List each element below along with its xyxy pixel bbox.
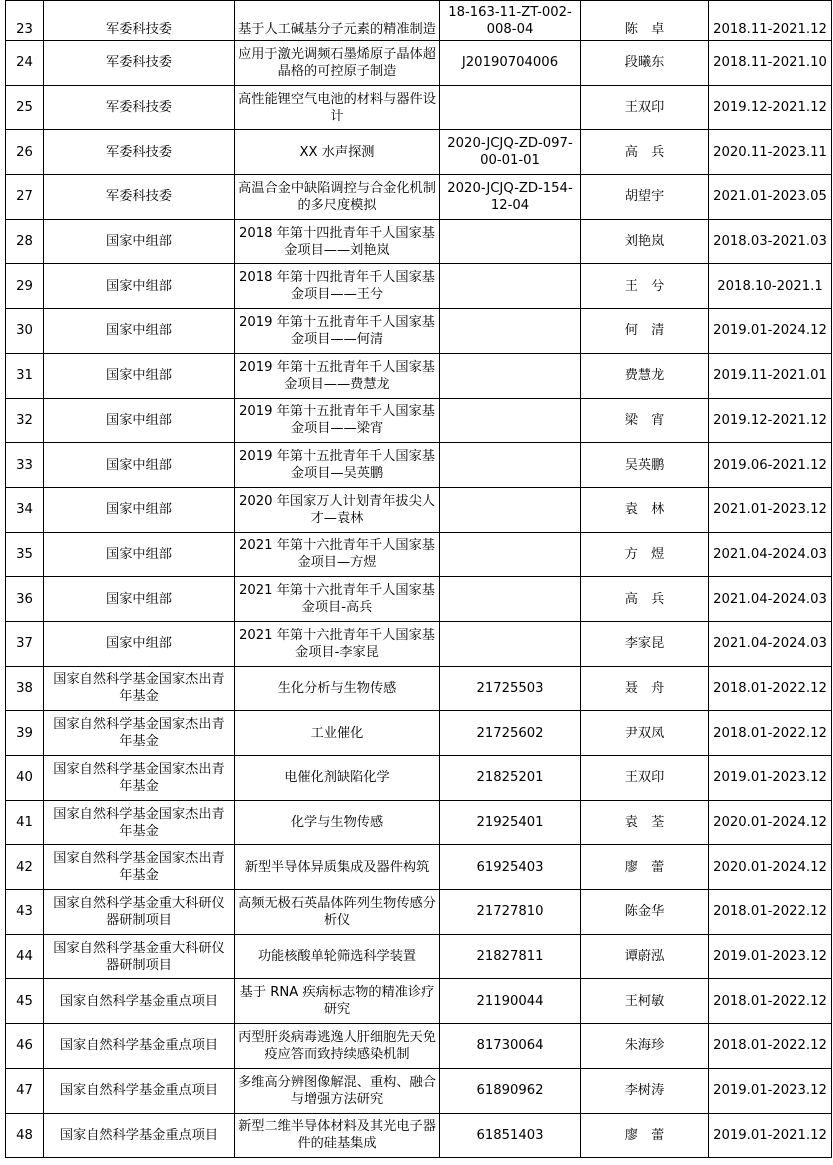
funding-source: 国家中组部 [44, 353, 235, 398]
project-period: 2020.01-2024.12 [709, 800, 832, 845]
project-name: 化学与生物传感 [235, 800, 440, 845]
table-row [6, 979, 832, 1024]
funding-source: 国家自然科学基金国家杰出青年基金 [44, 711, 235, 756]
project-name: 基于人工碱基分子元素的精准制造 [235, 1, 440, 41]
project-code [440, 621, 581, 666]
project-period: 2021.01-2023.12 [709, 487, 832, 532]
principal-investigator: 王双印 [581, 85, 709, 130]
principal-investigator: 高 兵 [581, 577, 709, 622]
principal-investigator: 聂 舟 [581, 666, 709, 711]
project-code [440, 219, 581, 264]
funding-source: 国家中组部 [44, 487, 235, 532]
project-period: 2021.04-2024.03 [709, 621, 832, 666]
row-number: 24 [6, 41, 44, 86]
funding-source: 国家自然科学基金国家杰出青年基金 [44, 800, 235, 845]
table-row [6, 1068, 832, 1113]
table-row [6, 85, 832, 130]
project-code: 21825201 [440, 756, 581, 801]
project-period: 2019.01-2021.12 [709, 1113, 832, 1158]
principal-investigator: 尹双凤 [581, 711, 709, 756]
funding-source: 国家自然科学基金重点项目 [44, 1024, 235, 1069]
project-period: 2018.01-2022.12 [709, 666, 832, 711]
table-row [6, 666, 832, 711]
project-code: 2020-JCJQ-ZD-097-00-01-01 [440, 130, 581, 175]
table-row [6, 264, 832, 309]
project-name: 2021 年第十六批青年千人国家基金项目-李家昆 [235, 621, 440, 666]
principal-investigator: 王双印 [581, 756, 709, 801]
funding-source: 国家中组部 [44, 577, 235, 622]
project-period: 2019.01-2023.12 [709, 756, 832, 801]
principal-investigator: 陈 卓 [581, 1, 709, 41]
principal-investigator: 王柯敏 [581, 979, 709, 1024]
document-page [5, 0, 832, 1158]
project-period: 2018.11-2021.10 [709, 41, 832, 86]
project-period: 2021.04-2024.03 [709, 532, 832, 577]
row-number: 34 [6, 487, 44, 532]
table-row [6, 487, 832, 532]
project-period: 2021.04-2024.03 [709, 577, 832, 622]
project-period: 2019.01-2024.12 [709, 309, 832, 354]
row-number: 36 [6, 577, 44, 622]
project-name: 2021 年第十六批青年千人国家基金项目—方煜 [235, 532, 440, 577]
project-code: 81730064 [440, 1024, 581, 1069]
project-code: 61851403 [440, 1113, 581, 1158]
funding-source: 国家中组部 [44, 309, 235, 354]
project-period: 2018.10-2021.1 [709, 264, 832, 309]
project-table [5, 0, 832, 1158]
project-period: 2019.12-2021.12 [709, 398, 832, 443]
project-code: 21725602 [440, 711, 581, 756]
row-number: 43 [6, 890, 44, 935]
row-number: 23 [6, 1, 44, 41]
row-number: 37 [6, 621, 44, 666]
project-period: 2018.01-2022.12 [709, 1024, 832, 1069]
row-number: 38 [6, 666, 44, 711]
table-row [6, 219, 832, 264]
project-period: 2018.01-2022.12 [709, 711, 832, 756]
principal-investigator: 方 煜 [581, 532, 709, 577]
funding-source: 国家自然科学基金重点项目 [44, 979, 235, 1024]
funding-source: 国家自然科学基金国家杰出青年基金 [44, 845, 235, 890]
project-period: 2019.01-2023.12 [709, 1068, 832, 1113]
project-name: XX 水声探测 [235, 130, 440, 175]
row-number: 40 [6, 756, 44, 801]
row-number: 35 [6, 532, 44, 577]
project-code [440, 85, 581, 130]
row-number: 31 [6, 353, 44, 398]
project-code: 2020-JCJQ-ZD-154-12-04 [440, 175, 581, 220]
funding-source: 军委科技委 [44, 130, 235, 175]
table-row [6, 577, 832, 622]
project-period: 2018.01-2022.12 [709, 890, 832, 935]
project-name: 基于 RNA 疾病标志物的精准诊疗研究 [235, 979, 440, 1024]
table-row [6, 621, 832, 666]
principal-investigator: 吴英鹏 [581, 443, 709, 488]
project-code: 21727810 [440, 890, 581, 935]
table-row [6, 890, 832, 935]
project-period: 2019.11-2021.01 [709, 353, 832, 398]
project-name: 电催化剂缺陷化学 [235, 756, 440, 801]
row-number: 29 [6, 264, 44, 309]
project-name: 丙型肝炎病毒逃逸人肝细胞先天免疫应答而致持续感染机制 [235, 1024, 440, 1069]
project-period: 2018.01-2022.12 [709, 979, 832, 1024]
row-number: 48 [6, 1113, 44, 1158]
project-code [440, 398, 581, 443]
principal-investigator: 李树涛 [581, 1068, 709, 1113]
project-code: 21925401 [440, 800, 581, 845]
principal-investigator: 刘艳岚 [581, 219, 709, 264]
funding-source: 国家中组部 [44, 621, 235, 666]
table-row [6, 175, 832, 220]
project-period: 2019.06-2021.12 [709, 443, 832, 488]
row-number: 46 [6, 1024, 44, 1069]
project-name: 2019 年第十五批青年千人国家基金项目—吴英鹏 [235, 443, 440, 488]
funding-source: 国家中组部 [44, 443, 235, 488]
row-number: 26 [6, 130, 44, 175]
project-period: 2021.01-2023.05 [709, 175, 832, 220]
project-period: 2019.01-2023.12 [709, 934, 832, 979]
principal-investigator: 梁 宵 [581, 398, 709, 443]
project-name: 高性能锂空气电池的材料与器件设计 [235, 85, 440, 130]
row-number: 42 [6, 845, 44, 890]
project-code: 61925403 [440, 845, 581, 890]
table-row [6, 934, 832, 979]
funding-source: 国家中组部 [44, 398, 235, 443]
table-row [6, 398, 832, 443]
funding-source: 军委科技委 [44, 85, 235, 130]
project-period: 2019.12-2021.12 [709, 85, 832, 130]
table-row [6, 1024, 832, 1069]
project-period: 2018.11-2021.12 [709, 1, 832, 41]
principal-investigator: 朱海珍 [581, 1024, 709, 1069]
project-period: 2020.11-2023.11 [709, 130, 832, 175]
row-number: 28 [6, 219, 44, 264]
project-period: 2018.03-2021.03 [709, 219, 832, 264]
project-code [440, 309, 581, 354]
table-row [6, 756, 832, 801]
funding-source: 国家自然科学基金重大科研仪器研制项目 [44, 890, 235, 935]
project-name: 功能核酸单轮筛选科学装置 [235, 934, 440, 979]
project-code [440, 264, 581, 309]
project-name: 高频无极石英晶体阵列生物传感分析仪 [235, 890, 440, 935]
project-name: 2019 年第十五批青年千人国家基金项目——梁宵 [235, 398, 440, 443]
row-number: 33 [6, 443, 44, 488]
funding-source: 国家中组部 [44, 264, 235, 309]
table-row [6, 1113, 832, 1158]
project-table-body [6, 1, 832, 1158]
table-row [6, 800, 832, 845]
project-name: 2020 年国家万人计划青年拔尖人才—袁林 [235, 487, 440, 532]
project-code [440, 353, 581, 398]
funding-source: 国家中组部 [44, 532, 235, 577]
funding-source: 军委科技委 [44, 1, 235, 41]
row-number: 44 [6, 934, 44, 979]
project-code [440, 532, 581, 577]
funding-source: 国家中组部 [44, 219, 235, 264]
project-name: 2018 年第十四批青年千人国家基金项目——刘艳岚 [235, 219, 440, 264]
table-row [6, 443, 832, 488]
principal-investigator: 廖 蕾 [581, 1113, 709, 1158]
project-code: 21725503 [440, 666, 581, 711]
principal-investigator: 袁 林 [581, 487, 709, 532]
principal-investigator: 廖 蕾 [581, 845, 709, 890]
project-name: 高温合金中缺陷调控与合金化机制的多尺度模拟 [235, 175, 440, 220]
principal-investigator: 高 兵 [581, 130, 709, 175]
project-name: 2019 年第十五批青年千人国家基金项目——费慧龙 [235, 353, 440, 398]
principal-investigator: 谭蔚泓 [581, 934, 709, 979]
funding-source: 国家自然科学基金国家杰出青年基金 [44, 756, 235, 801]
project-name: 工业催化 [235, 711, 440, 756]
funding-source: 军委科技委 [44, 41, 235, 86]
project-name: 新型半导体异质集成及器件构筑 [235, 845, 440, 890]
table-row [6, 711, 832, 756]
table-row [6, 353, 832, 398]
principal-investigator: 费慧龙 [581, 353, 709, 398]
table-row [6, 1, 832, 41]
project-code [440, 443, 581, 488]
project-name: 新型二维半导体材料及其光电子器件的硅基集成 [235, 1113, 440, 1158]
project-code: 18-163-11-ZT-002-008-04 [440, 1, 581, 41]
principal-investigator: 李家昆 [581, 621, 709, 666]
funding-source: 军委科技委 [44, 175, 235, 220]
project-name: 2019 年第十五批青年千人国家基金项目——何清 [235, 309, 440, 354]
table-row [6, 41, 832, 86]
project-period: 2020.01-2024.12 [709, 845, 832, 890]
row-number: 39 [6, 711, 44, 756]
table-row [6, 532, 832, 577]
row-number: 27 [6, 175, 44, 220]
table-row [6, 130, 832, 175]
principal-investigator: 陈金华 [581, 890, 709, 935]
row-number: 30 [6, 309, 44, 354]
funding-source: 国家自然科学基金重大科研仪器研制项目 [44, 934, 235, 979]
project-name: 多维高分辨图像解混、重构、融合与增强方法研究 [235, 1068, 440, 1113]
principal-investigator: 胡望宇 [581, 175, 709, 220]
project-code: 61890962 [440, 1068, 581, 1113]
funding-source: 国家自然科学基金重点项目 [44, 1113, 235, 1158]
funding-source: 国家自然科学基金重点项目 [44, 1068, 235, 1113]
row-number: 25 [6, 85, 44, 130]
principal-investigator: 何 清 [581, 309, 709, 354]
row-number: 45 [6, 979, 44, 1024]
project-code: 21190044 [440, 979, 581, 1024]
project-name: 应用于激光调频石墨烯原子晶体超晶格的可控原子制造 [235, 41, 440, 86]
row-number: 32 [6, 398, 44, 443]
project-name: 2021 年第十六批青年千人国家基金项目-高兵 [235, 577, 440, 622]
row-number: 47 [6, 1068, 44, 1113]
project-code: 21827811 [440, 934, 581, 979]
project-name: 生化分析与生物传感 [235, 666, 440, 711]
table-row [6, 845, 832, 890]
principal-investigator: 段曦东 [581, 41, 709, 86]
project-code [440, 487, 581, 532]
row-number: 41 [6, 800, 44, 845]
funding-source: 国家自然科学基金国家杰出青年基金 [44, 666, 235, 711]
principal-investigator: 王 兮 [581, 264, 709, 309]
project-code [440, 577, 581, 622]
table-row [6, 309, 832, 354]
project-code: J20190704006 [440, 41, 581, 86]
principal-investigator: 袁 荃 [581, 800, 709, 845]
project-name: 2018 年第十四批青年千人国家基金项目——王兮 [235, 264, 440, 309]
